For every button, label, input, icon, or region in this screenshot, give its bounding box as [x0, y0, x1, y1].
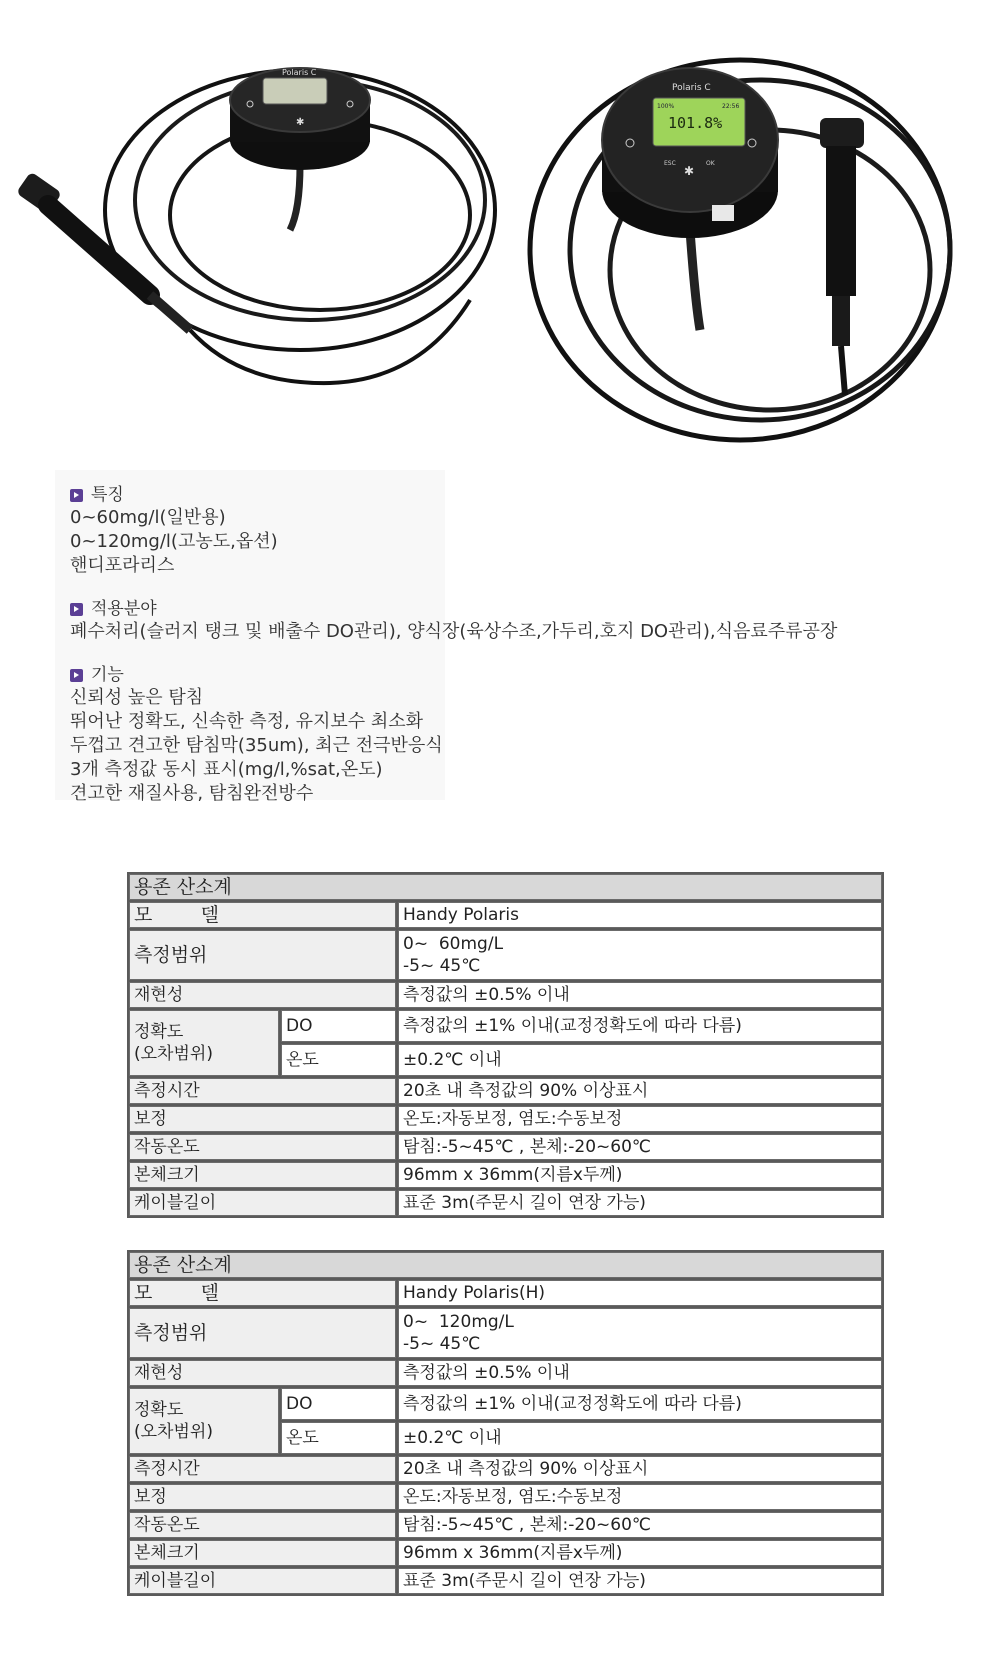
model-value: Handy Polaris(H): [398, 1280, 882, 1306]
repeat-value: 측정값의 ±0.5% 이내: [398, 982, 882, 1008]
spec-table-1: [127, 872, 884, 1218]
right-time: 22:56: [722, 103, 740, 110]
feature-line: 폐수처리(슬러지 탱크 및 배출수 DO관리), 양식장(육상수조,가두리,호지 DO관리),식음료주류공장: [70, 621, 838, 642]
left-device-photo: [16, 68, 495, 383]
section-applications: [70, 598, 950, 644]
range-label: 측정범위: [129, 1308, 396, 1358]
arrow-bullet-icon: [70, 603, 83, 616]
accuracy-label-line: (오차범위): [134, 1422, 213, 1442]
feature-line: 3개 측정값 동시 표시(mg/l,%sat,온도): [70, 759, 383, 780]
feature-line: 핸디포라리스: [70, 555, 175, 576]
do-value: 측정값의 ±1% 이내(교정정확도에 따라 다름): [398, 1388, 882, 1420]
accuracy-label: [129, 1010, 279, 1076]
optemp-label: 작동온도: [129, 1134, 396, 1160]
repeat-value: 측정값의 ±0.5% 이내: [398, 1360, 882, 1386]
calib-label: 보정: [129, 1106, 396, 1132]
range-line: -5~ 45℃: [403, 1334, 481, 1354]
left-brand-label: Polaris C: [282, 68, 317, 77]
repeat-label: 재현성: [129, 1360, 396, 1386]
right-probe: [820, 118, 864, 395]
feature-line: 0~60mg/l(일반용): [70, 507, 226, 528]
feature-line: 신뢰성 높은 탐침: [70, 687, 204, 708]
section-title: 기능: [91, 665, 124, 685]
range-line: 0~ 120mg/L: [403, 1312, 514, 1332]
temp-value: ±0.2℃ 이내: [398, 1044, 882, 1076]
model-label: 모 델: [129, 902, 396, 928]
svg-text:ESC: ESC: [664, 160, 676, 167]
repeat-label: 재현성: [129, 982, 396, 1008]
arrow-bullet-icon: [70, 489, 83, 502]
range-line: -5~ 45℃: [403, 956, 481, 976]
cable-label: 케이블길이: [129, 1190, 396, 1216]
calib-label: 보정: [129, 1484, 396, 1510]
right-brand-label: Polaris C: [672, 83, 711, 93]
calib-value: 온도:자동보정, 염도:수동보정: [398, 1106, 882, 1132]
right-battery: 100%: [657, 103, 675, 110]
right-device-photo: [530, 60, 950, 440]
section-title: 적용분야: [91, 599, 157, 619]
section-functions: [70, 664, 950, 806]
time-value: 20초 내 측정값의 90% 이상표시: [398, 1456, 882, 1482]
feature-line: 견고한 재질사용, 탐침완전방수: [70, 783, 314, 804]
optemp-label: 작동온도: [129, 1512, 396, 1538]
calib-value: 온도:자동보정, 염도:수동보정: [398, 1484, 882, 1510]
range-value: [398, 1308, 882, 1358]
features-text: [70, 470, 950, 806]
left-probe: [16, 171, 190, 330]
do-label: DO: [281, 1388, 396, 1420]
size-value: 96mm x 36mm(지름x두께): [398, 1162, 882, 1188]
accuracy-label-line: 정확도: [134, 1400, 184, 1420]
temp-label: 온도: [281, 1044, 396, 1076]
time-label: 측정시간: [129, 1456, 396, 1482]
range-line: 0~ 60mg/L: [403, 934, 504, 954]
time-label: 측정시간: [129, 1078, 396, 1104]
time-value: 20초 내 측정값의 90% 이상표시: [398, 1078, 882, 1104]
accuracy-label: [129, 1388, 279, 1454]
spec-table-2: [127, 1250, 884, 1596]
cable-label: 케이블길이: [129, 1568, 396, 1594]
product-photos: [0, 0, 1000, 470]
section-characteristics: [70, 484, 950, 578]
feature-line: 두껍고 견고한 탐침막(35um), 최근 전극반응식: [70, 735, 443, 756]
right-display-value: 101.8%: [668, 114, 723, 132]
model-label: 모 델: [129, 1280, 396, 1306]
arrow-bullet-icon: [70, 669, 83, 682]
temp-label: 온도: [281, 1422, 396, 1454]
svg-text:✱: ✱: [684, 164, 695, 178]
temp-value: ±0.2℃ 이내: [398, 1422, 882, 1454]
accuracy-label-line: 정확도: [134, 1022, 184, 1042]
feature-line: 뛰어난 정확도, 신속한 측정, 유지보수 최소화: [70, 711, 424, 732]
optemp-value: 탐침:-5~45℃ , 본체:-20~60℃: [398, 1512, 882, 1538]
table-title: 용존 산소계: [129, 874, 882, 900]
size-value: 96mm x 36mm(지름x두께): [398, 1540, 882, 1566]
model-value: Handy Polaris: [398, 902, 882, 928]
range-value: [398, 930, 882, 980]
feature-line: 0~120mg/l(고농도,옵션): [70, 531, 278, 552]
cable-value: 표준 3m(주문시 길이 연장 가능): [398, 1190, 882, 1216]
cable-value: 표준 3m(주문시 길이 연장 가능): [398, 1568, 882, 1594]
size-label: 본체크기: [129, 1540, 396, 1566]
section-title: 특징: [91, 485, 124, 505]
do-label: DO: [281, 1010, 396, 1042]
table-title: 용존 산소계: [129, 1252, 882, 1278]
svg-text:✱: ✱: [296, 117, 305, 128]
optemp-value: 탐침:-5~45℃ , 본체:-20~60℃: [398, 1134, 882, 1160]
accuracy-label-line: (오차범위): [134, 1044, 213, 1064]
range-label: 측정범위: [129, 930, 396, 980]
do-value: 측정값의 ±1% 이내(교정정확도에 따라 다름): [398, 1010, 882, 1042]
size-label: 본체크기: [129, 1162, 396, 1188]
svg-text:OK: OK: [706, 160, 715, 167]
